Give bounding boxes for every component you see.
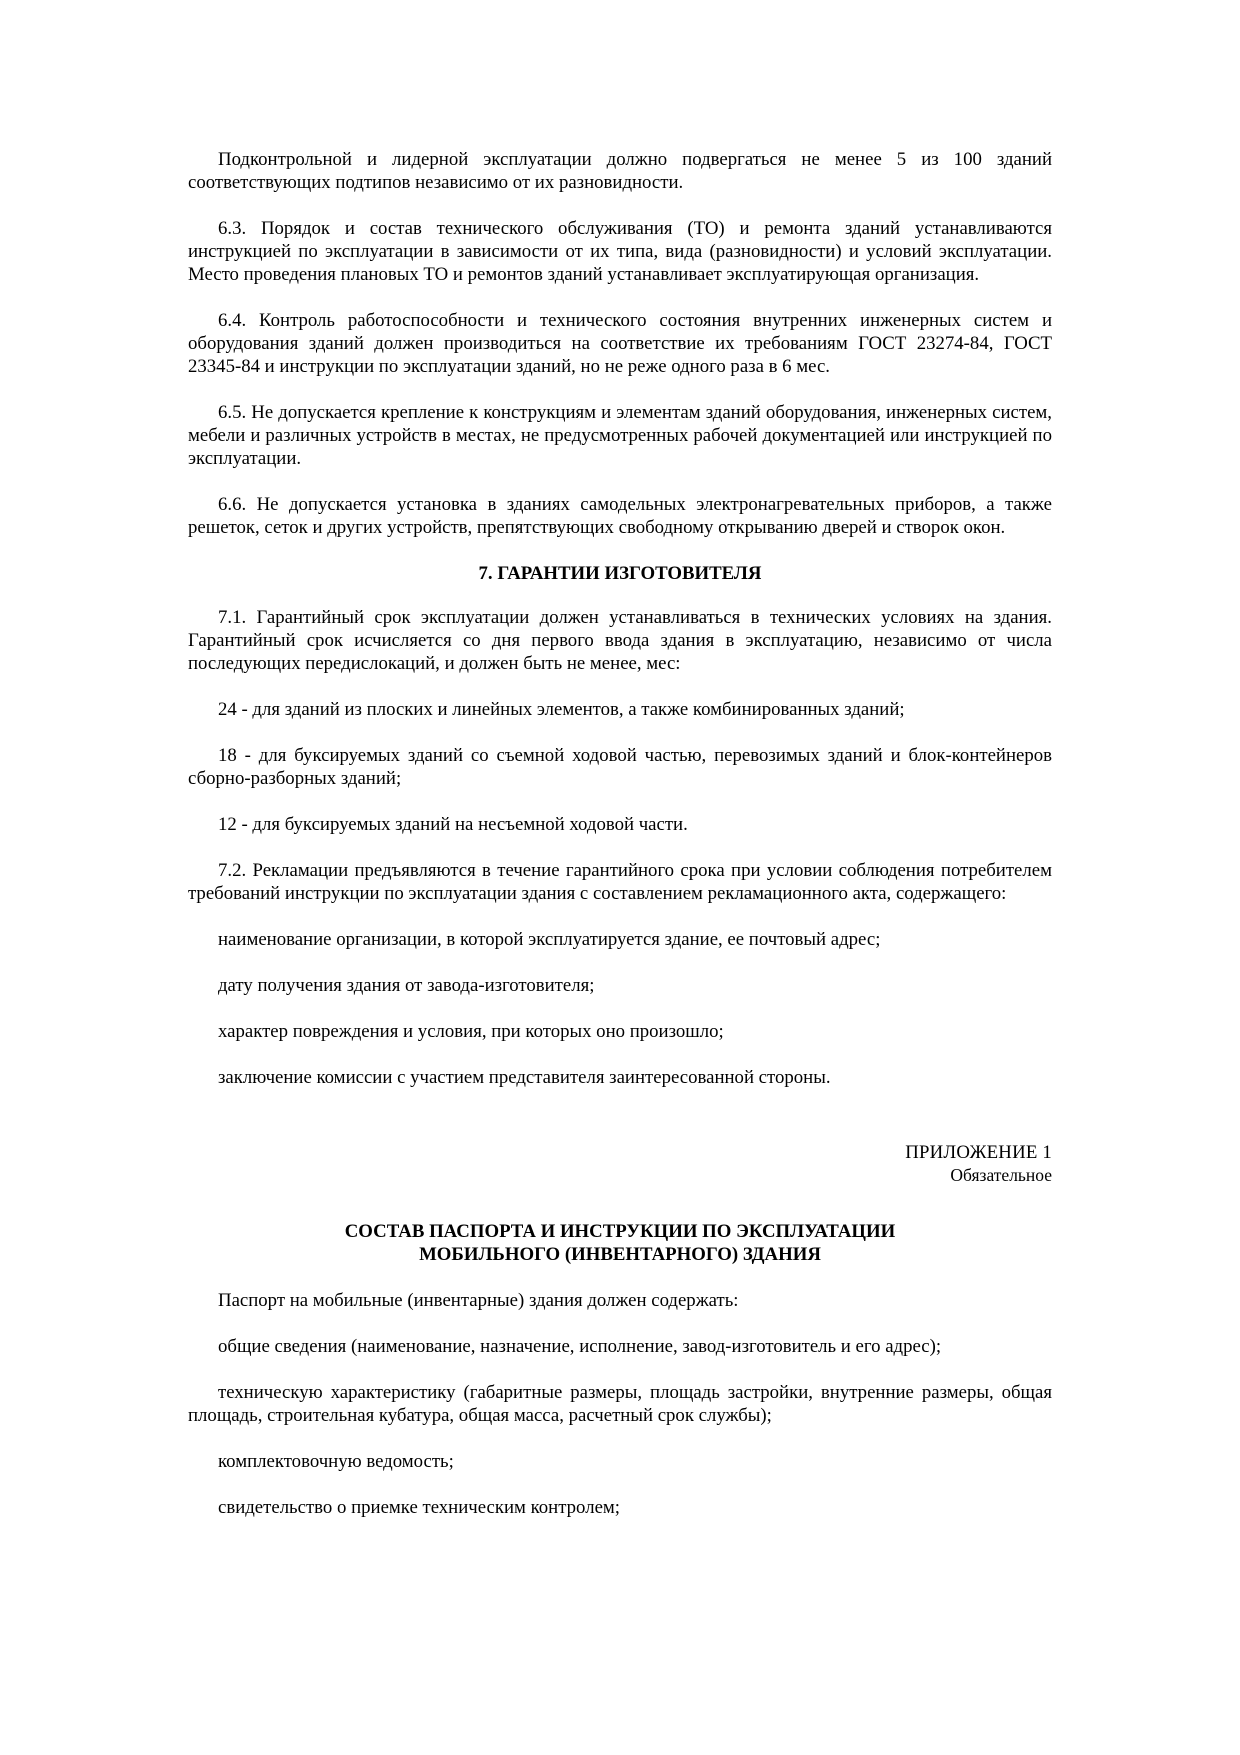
document-page: [188, 148, 1052, 1542]
paragraph-6-4: 6.4. Контроль работоспособности и технического состояния внутренних инженерных систем и оборудования зданий должен производиться на соответствие их требованиям ГОСТ 23274-84, ГОСТ 23345-84 и инструкции по эксплуатации зданий, но не реже одного раза в 6 мес.: [188, 310, 1052, 377]
paragraph-passport-intro: Паспорт на мобильные (инвентарные) здания должен содержать:: [218, 1290, 739, 1311]
paragraph-6-3: 6.3. Порядок и состав технического обслуживания (ТО) и ремонта зданий устанавливаются инструкцией по эксплуатации в зависимости от их типа, вида (разновидности) и условий эксплуатации. Место проведения плановых ТО и ремонтов зданий устанавливает эксплуатирующая организация.: [188, 218, 1052, 285]
paragraph-7-1: 7.1. Гарантийный срок эксплуатации должен устанавливаться в технических условиях на здания. Гарантийный срок исчисляется со дня первого ввода здания в эксплуатацию, независимо от числа последующих передислокаций, и должен быть не менее, мес:: [188, 607, 1052, 674]
list-item-commission-conclusion: заключение комиссии с участием представителя заинтересованной стороны.: [218, 1067, 831, 1088]
appendix-header: [188, 1141, 1052, 1187]
list-item-completeness-list: комплектовочную ведомость;: [218, 1451, 454, 1472]
appendix-title-line-2: МОБИЛЬНОГО (ИНВЕНТАРНОГО) ЗДАНИЯ: [419, 1244, 821, 1265]
list-item-general-info: общие сведения (наименование, назначение, исполнение, завод-изготовитель и его адрес);: [218, 1336, 942, 1357]
list-item-18-months: 18 - для буксируемых зданий со съемной ходовой частью, перевозимых зданий и блок-контейнеров сборно-разборных зданий;: [188, 745, 1052, 789]
appendix-label: ПРИЛОЖЕНИЕ 1: [905, 1142, 1052, 1163]
appendix-note: Обязательное: [950, 1165, 1052, 1185]
list-item-receipt-date: дату получения здания от завода-изготовителя;: [218, 975, 595, 996]
list-item-damage-nature: характер повреждения и условия, при которых оно произошло;: [218, 1021, 724, 1042]
section-7-heading: 7. ГАРАНТИИ ИЗГОТОВИТЕЛЯ: [478, 563, 762, 584]
list-item-12-months: 12 - для буксируемых зданий на несъемной ходовой части.: [218, 814, 688, 835]
appendix-title: [188, 1220, 1052, 1266]
appendix-title-line-1: СОСТАВ ПАСПОРТА И ИНСТРУКЦИИ ПО ЭКСПЛУАТАЦИИ: [344, 1221, 896, 1242]
paragraph-control-operation: Подконтрольной и лидерной эксплуатации должно подвергаться не менее 5 из 100 зданий соответствующих подтипов независимо от их разновидности.: [188, 149, 1052, 193]
list-item-technical-characteristics: техническую характеристику (габаритные размеры, площадь застройки, внутренние размеры, общая площадь, строительная кубатура, общая масса, расчетный срок службы);: [188, 1382, 1052, 1426]
list-item-24-months: 24 - для зданий из плоских и линейных элементов, а также комбинированных зданий;: [218, 699, 905, 720]
paragraph-6-6: 6.6. Не допускается установка в зданиях самодельных электронагревательных приборов, а также решеток, сеток и других устройств, препятствующих свободному открыванию дверей и створок окон.: [188, 494, 1052, 538]
list-item-organization: наименование организации, в которой эксплуатируется здание, ее почтовый адрес;: [218, 929, 881, 950]
paragraph-7-2: 7.2. Рекламации предъявляются в течение гарантийного срока при условии соблюдения потребителем требований инструкции по эксплуатации здания с составлением рекламационного акта, содержащего:: [188, 860, 1052, 904]
list-item-acceptance-certificate: свидетельство о приемке техническим контролем;: [218, 1497, 621, 1518]
paragraph-6-5: 6.5. Не допускается крепление к конструкциям и элементам зданий оборудования, инженерных систем, мебели и различных устройств в местах, не предусмотренных рабочей документацией или инструкцией по эксплуатации.: [188, 402, 1052, 469]
